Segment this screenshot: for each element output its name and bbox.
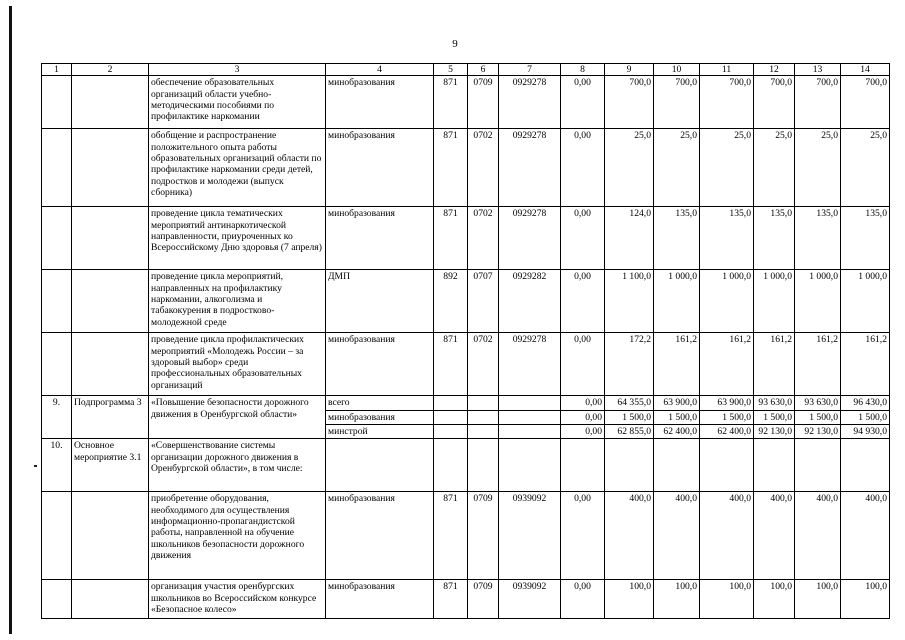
row-value-c9: 700,0 (605, 76, 654, 129)
subprogram-value-c12: 93 630,0 (754, 396, 795, 410)
main-event-description: «Совершенствование системы организации дорожного движения в Оренбургской области», в том числе: (149, 439, 326, 492)
row-description: обобщение и распространение положительного опыта работы образовательных организаций области по профилактике наркомании среди детей, подростков и молодежи (выпуск сборника) (149, 129, 326, 207)
col-header: 1 (42, 64, 72, 76)
empty-cell (72, 580, 149, 619)
empty-cell (841, 439, 890, 492)
main-event-row (42, 439, 890, 492)
row-value-c10: 161,2 (654, 333, 700, 396)
row-value-c13: 25,0 (795, 129, 841, 207)
row-value-c6: 0709 (468, 580, 499, 619)
empty-cell (326, 439, 434, 492)
row-number-cell (42, 76, 72, 129)
page-number: 9 (452, 38, 458, 50)
subprogram-value-c10: 1 500,0 (654, 410, 700, 424)
row-value-c10: 135,0 (654, 207, 700, 270)
table-row (42, 270, 890, 333)
row-value-c11: 700,0 (700, 76, 754, 129)
row-description: приобретение оборудования, необходимого для осуществления информационно-пропагандистской работы, направленной на обучение школьников безопасности дорожного движения (149, 492, 326, 580)
row-number-cell (42, 270, 72, 333)
table-row (42, 129, 890, 207)
page-binding-edge (9, 6, 12, 634)
row-value-c14: 400,0 (841, 492, 890, 580)
empty-cell (468, 410, 499, 424)
col-header: 3 (149, 64, 326, 76)
row-name-cell (72, 270, 149, 333)
empty-cell (42, 580, 72, 619)
row-value-c11: 161,2 (700, 333, 754, 396)
row-executor: минобразования (326, 207, 434, 270)
row-value-c7: 0929278 (499, 129, 561, 207)
row-value-c5: 871 (434, 333, 468, 396)
col-header: 5 (434, 64, 468, 76)
row-description: проведение цикла мероприятий, направленных на профилактику наркомании, алкоголизма и табакокурения в подростково-молодежной среде (149, 270, 326, 333)
col-header: 4 (326, 64, 434, 76)
row-value-c9: 124,0 (605, 207, 654, 270)
table-row (42, 333, 890, 396)
row-value-c12: 25,0 (754, 129, 795, 207)
subprogram-name: Подпрограмма 3 (72, 396, 149, 439)
col-header: 6 (468, 64, 499, 76)
table-row (42, 580, 890, 619)
scan-mark (34, 465, 37, 467)
col-header: 12 (754, 64, 795, 76)
row-value-c6: 0702 (468, 333, 499, 396)
row-value-c10: 100,0 (654, 580, 700, 619)
subprogram-value-c10: 63 900,0 (654, 396, 700, 410)
row-value-c14: 100,0 (841, 580, 890, 619)
subprogram-row (42, 396, 890, 410)
empty-cell (434, 424, 468, 438)
subprogram-value-c11: 62 400,0 (700, 424, 754, 438)
col-header: 2 (72, 64, 149, 76)
row-number-cell (42, 207, 72, 270)
empty-cell (42, 492, 72, 580)
subprogram-value-c8: 0,00 (561, 396, 605, 410)
row-value-c12: 135,0 (754, 207, 795, 270)
header-row (42, 64, 890, 76)
empty-cell (499, 410, 561, 424)
row-name-cell (72, 129, 149, 207)
table-row (42, 492, 890, 580)
row-value-c7: 0929278 (499, 76, 561, 129)
col-header: 11 (700, 64, 754, 76)
row-value-c7: 0929282 (499, 270, 561, 333)
empty-cell (468, 396, 499, 410)
main-event-name: Основное мероприятие 3.1 (72, 439, 149, 492)
row-value-c11: 100,0 (700, 580, 754, 619)
row-value-c13: 100,0 (795, 580, 841, 619)
col-header: 7 (499, 64, 561, 76)
row-value-c12: 1 000,0 (754, 270, 795, 333)
table-row (42, 76, 890, 129)
col-header: 8 (561, 64, 605, 76)
row-value-c7: 0939092 (499, 580, 561, 619)
row-name-cell (72, 207, 149, 270)
col-header: 13 (795, 64, 841, 76)
program-table (41, 63, 890, 619)
row-value-c11: 135,0 (700, 207, 754, 270)
row-value-c5: 871 (434, 207, 468, 270)
row-value-c5: 871 (434, 76, 468, 129)
subprogram-number: 9. (42, 396, 72, 439)
subprogram-value-c8: 0,00 (561, 410, 605, 424)
row-value-c12: 161,2 (754, 333, 795, 396)
row-value-c6: 0709 (468, 492, 499, 580)
subprogram-executor: всего (326, 396, 434, 410)
row-description: обеспечение образовательных организаций области учебно-методическими пособиями по профилактике наркомании (149, 76, 326, 129)
subprogram-executor: минобразования (326, 410, 434, 424)
subprogram-value-c11: 63 900,0 (700, 396, 754, 410)
row-value-c8: 0,00 (561, 207, 605, 270)
row-value-c13: 1 000,0 (795, 270, 841, 333)
row-value-c8: 0,00 (561, 333, 605, 396)
subprogram-value-c9: 64 355,0 (605, 396, 654, 410)
subprogram-description: «Повышение безопасности дорожного движения в Оренбургской области» (149, 396, 326, 439)
row-name-cell (72, 333, 149, 396)
empty-cell (72, 492, 149, 580)
row-value-c7: 0939092 (499, 492, 561, 580)
row-value-c5: 892 (434, 270, 468, 333)
subprogram-value-c13: 92 130,0 (795, 424, 841, 438)
empty-cell (499, 439, 561, 492)
row-value-c14: 161,2 (841, 333, 890, 396)
row-value-c14: 135,0 (841, 207, 890, 270)
row-number-cell (42, 333, 72, 396)
row-value-c9: 172,2 (605, 333, 654, 396)
row-value-c14: 1 000,0 (841, 270, 890, 333)
row-value-c5: 871 (434, 129, 468, 207)
col-header: 9 (605, 64, 654, 76)
empty-cell (468, 424, 499, 438)
col-header: 10 (654, 64, 700, 76)
row-value-c14: 700,0 (841, 76, 890, 129)
row-executor: минобразования (326, 333, 434, 396)
table-row (42, 207, 890, 270)
row-value-c9: 100,0 (605, 580, 654, 619)
empty-cell (654, 439, 700, 492)
empty-cell (795, 439, 841, 492)
row-value-c10: 400,0 (654, 492, 700, 580)
subprogram-value-c13: 93 630,0 (795, 396, 841, 410)
row-value-c8: 0,00 (561, 270, 605, 333)
subprogram-value-c9: 1 500,0 (605, 410, 654, 424)
row-value-c9: 1 100,0 (605, 270, 654, 333)
row-value-c13: 400,0 (795, 492, 841, 580)
row-value-c5: 871 (434, 580, 468, 619)
empty-cell (499, 396, 561, 410)
row-value-c12: 100,0 (754, 580, 795, 619)
empty-cell (434, 439, 468, 492)
row-description: организация участия оренбургских школьников во Всероссийском конкурсе «Безопасное колесо» (149, 580, 326, 619)
row-executor: минобразования (326, 76, 434, 129)
empty-cell (561, 439, 605, 492)
row-description: проведение цикла тематических мероприятий антинаркотической направленности, приуроченных ко Всероссийскому Дню здоровья (7 апреля) (149, 207, 326, 270)
row-value-c6: 0707 (468, 270, 499, 333)
col-header: 14 (841, 64, 890, 76)
row-value-c10: 700,0 (654, 76, 700, 129)
row-value-c11: 1 000,0 (700, 270, 754, 333)
row-executor: минобразования (326, 580, 434, 619)
row-value-c12: 400,0 (754, 492, 795, 580)
row-value-c14: 25,0 (841, 129, 890, 207)
row-value-c6: 0709 (468, 76, 499, 129)
row-value-c7: 0929278 (499, 207, 561, 270)
row-value-c11: 400,0 (700, 492, 754, 580)
row-value-c13: 700,0 (795, 76, 841, 129)
subprogram-value-c12: 1 500,0 (754, 410, 795, 424)
row-value-c5: 871 (434, 492, 468, 580)
subprogram-executor: минстрой (326, 424, 434, 438)
row-value-c10: 25,0 (654, 129, 700, 207)
row-name-cell (72, 76, 149, 129)
empty-cell (468, 439, 499, 492)
row-value-c11: 25,0 (700, 129, 754, 207)
row-value-c10: 1 000,0 (654, 270, 700, 333)
row-value-c9: 400,0 (605, 492, 654, 580)
row-value-c13: 161,2 (795, 333, 841, 396)
row-executor: минобразования (326, 129, 434, 207)
row-value-c13: 135,0 (795, 207, 841, 270)
subprogram-value-c14: 96 430,0 (841, 396, 890, 410)
subprogram-value-c13: 1 500,0 (795, 410, 841, 424)
row-executor: ДМП (326, 270, 434, 333)
main-event-number: 10. (42, 439, 72, 492)
row-value-c8: 0,00 (561, 580, 605, 619)
subprogram-value-c12: 92 130,0 (754, 424, 795, 438)
empty-cell (499, 424, 561, 438)
row-value-c12: 700,0 (754, 76, 795, 129)
subprogram-value-c14: 94 930,0 (841, 424, 890, 438)
row-value-c6: 0702 (468, 207, 499, 270)
row-value-c8: 0,00 (561, 129, 605, 207)
row-value-c8: 0,00 (561, 76, 605, 129)
subprogram-value-c14: 1 500,0 (841, 410, 890, 424)
subprogram-value-c11: 1 500,0 (700, 410, 754, 424)
empty-cell (434, 396, 468, 410)
row-executor: минобразования (326, 492, 434, 580)
row-value-c7: 0929278 (499, 333, 561, 396)
row-value-c9: 25,0 (605, 129, 654, 207)
row-description: проведение цикла профилактических мероприятий «Молодежь России – за здоровый выбор» среди профессиональных образовательных организаций (149, 333, 326, 396)
row-number-cell (42, 129, 72, 207)
empty-cell (700, 439, 754, 492)
empty-cell (605, 439, 654, 492)
empty-cell (754, 439, 795, 492)
subprogram-value-c9: 62 855,0 (605, 424, 654, 438)
subprogram-value-c8: 0,00 (561, 424, 605, 438)
empty-cell (434, 410, 468, 424)
subprogram-value-c10: 62 400,0 (654, 424, 700, 438)
row-value-c6: 0702 (468, 129, 499, 207)
row-value-c8: 0,00 (561, 492, 605, 580)
